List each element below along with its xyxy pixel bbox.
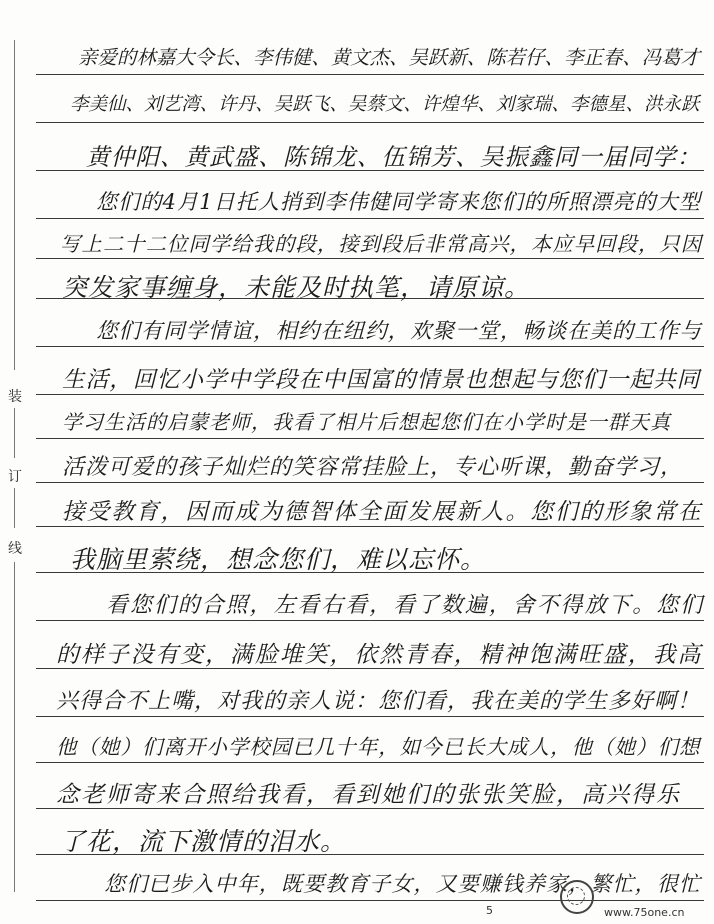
letter-line-19: 您们已步入中年，既要教育子女，又要赚钱养家，繁忙，很忙 [104,871,701,896]
binding-dash-mid1 [14,408,15,458]
ruled-line [36,218,704,219]
letter-line-17: 念老师寄来合照给我看，看到她们的张张笑脸，高兴得乐 [56,782,681,808]
binding-dash-mid2 [14,488,15,528]
ruled-line [36,716,704,717]
seal-stamp [560,880,594,914]
letter-line-11: 接受教育，因而成为德智体全面发展新人。您们的形象常在 [62,499,703,525]
letter-line-3: 黄仲阳、黄武盛、陈锦龙、伍锦芳、吴振鑫同一届同学： [86,143,702,171]
watermark: www.75one.cn [604,906,685,919]
ruled-line [36,74,704,75]
binding-char-xian: 线 [8,541,22,557]
ruled-line [36,762,704,763]
ruled-line [36,482,704,483]
ruled-line [36,346,704,347]
ruled-line [36,900,704,901]
letter-line-14: 的样子没有变，满脸堆笑，依然青春，精神饱满旺盛，我高 [56,642,703,668]
letter-line-13: 看您们的合照，左看右看，看了数遍，舍不得放下。您们 [106,593,705,618]
letter-line-15: 兴得合不上嘴，对我的亲人说：您们看，我在美的学生多好啊！ [56,689,701,714]
binding-dash-bottom [14,562,15,892]
letter-line-18: 了花，流下激情的泪水。 [60,827,347,856]
ruled-line [36,122,704,123]
page-mark: 5 [486,904,493,917]
letter-line-9: 学习生活的启蒙老师，我看了相片后想起您们在小学时是一群天真 [62,410,671,434]
letter-line-12: 我脑里萦绕，想念您们，难以忘怀。 [70,545,487,574]
binding-char-ding: 订 [8,469,22,485]
letter-line-8: 生活，回忆小学中学段在中国富的情景也想起与您们一起共同 [62,367,701,393]
ruled-line [36,526,704,527]
letter-line-5: 写上二十二位同学给我的段，接到段后非常高兴，本应早回段，只因 [60,232,703,256]
letter-line-10: 活泼可爱的孩子灿烂的笑容常挂脸上，专心听课，勤奋学习， [62,455,684,480]
letter-line-1: 亲爱的林嘉大令长、李伟健、黄文杰、吴跃新、陈若仔、李正春、冯葛才 [78,46,701,69]
ruled-line [36,258,704,259]
ruled-line [36,394,704,395]
ruled-line [36,438,704,439]
letter-line-6: 突发家事缠身，未能及时执笔，请原谅。 [62,273,531,302]
letter-line-2: 李美仙、刘艺湾、许丹、吴跃飞、吴蔡文、许煌华、刘家瑞、李德星、洪永跃 [70,94,700,115]
letter-line-4: 您们的4月1日托人捎到李伟健同学寄来您们的所照漂亮的大型 [96,189,701,214]
letter-line-16: 他（她）们离开小学校园已几十年，如今已长大成人，他（她）们想 [56,735,701,759]
ruled-line [36,620,704,621]
binding-char-zhuang: 装 [8,389,22,405]
letter-line-7: 您们有同学情谊，相约在纽约，欢聚一堂，畅谈在美的工作与 [96,319,702,344]
binding-dash-top [14,40,15,370]
